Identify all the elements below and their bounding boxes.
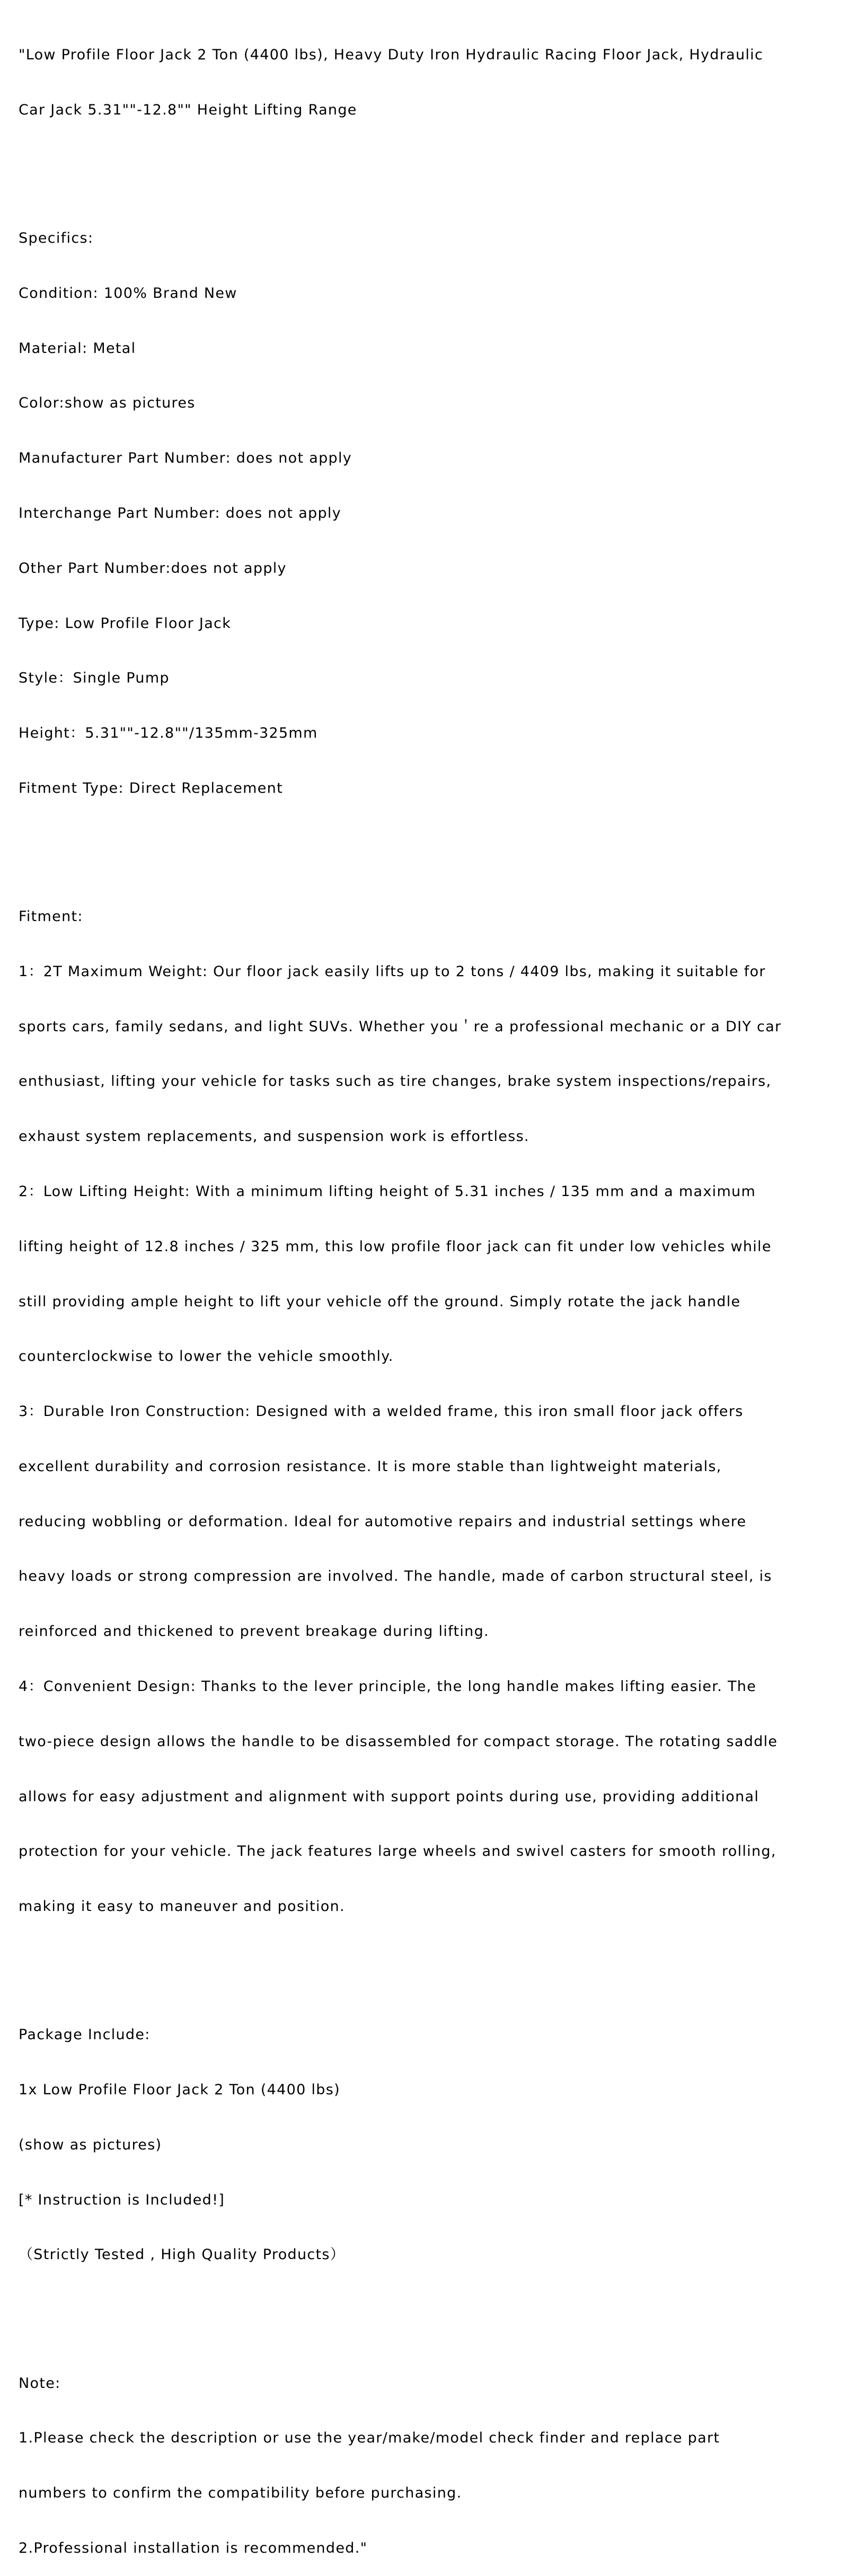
spec-style: Style：Single Pump <box>19 670 170 687</box>
spec-interchange-part-number: Interchange Part Number: does not apply <box>19 505 341 522</box>
note-line: numbers to confirm the compatibility before purchasing. <box>19 2485 462 2502</box>
spec-other-part-number: Other Part Number:does not apply <box>19 560 287 577</box>
fitment-heading: Fitment: <box>19 908 83 925</box>
spec-fitment-type: Fitment Type: Direct Replacement <box>19 780 283 796</box>
package-heading: Package Include: <box>19 2026 151 2043</box>
fitment-line: reducing wobbling or deformation. Ideal for automotive repairs and industrial settings where <box>19 1513 747 1530</box>
package-line: 1x Low Profile Floor Jack 2 Ton (4400 lbs) <box>19 2082 340 2099</box>
spec-color: Color:show as pictures <box>19 395 196 412</box>
spec-material: Material: Metal <box>19 340 136 357</box>
fitment-line: making it easy to maneuver and position. <box>19 1898 345 1915</box>
fitment-line: reinforced and thickened to prevent breakage during lifting. <box>19 1623 489 1640</box>
fitment-line: lifting height of 12.8 inches / 325 mm, this low profile floor jack can fit under low vehicles while <box>19 1238 772 1255</box>
package-line: （Strictly Tested , High Quality Products） <box>19 2246 346 2263</box>
fitment-line: 1：2T Maximum Weight: Our floor jack easily lifts up to 2 tons / 4409 lbs, making it suitable for <box>19 963 766 980</box>
fitment-line: two-piece design allows the handle to be disassembled for compact storage. The rotating saddle <box>19 1733 778 1750</box>
fitment-line: 2：Low Lifting Height: With a minimum lifting height of 5.31 inches / 135 mm and a maximum <box>19 1183 756 1200</box>
blank-line <box>19 1953 845 1971</box>
package-line: [* Instruction is Included!] <box>19 2191 225 2208</box>
spec-condition: Condition: 100% Brand New <box>19 285 237 302</box>
package-line: (show as pictures) <box>19 2136 162 2153</box>
fitment-line: heavy loads or strong compression are involved. The handle, made of carbon structural steel, is <box>19 1568 772 1585</box>
product-description <box>19 10 845 2576</box>
fitment-line: still providing ample height to lift your vehicle off the ground. Simply rotate the jack handle <box>19 1293 741 1310</box>
note-heading: Note: <box>19 2375 61 2392</box>
fitment-line: 3：Durable Iron Construction: Designed with a welded frame, this iron small floor jack offers <box>19 1403 744 1420</box>
spec-manufacturer-part-number: Manufacturer Part Number: does not apply <box>19 450 352 467</box>
fitment-line: exhaust system replacements, and suspension work is effortless. <box>19 1128 529 1145</box>
fitment-line: excellent durability and corrosion resistance. It is more stable than lightweight materials, <box>19 1458 722 1475</box>
title-line-2: Car Jack 5.31""-12.8"" Height Lifting Range <box>19 101 357 118</box>
note-line: 1.Please check the description or use the year/make/model check finder and replace part <box>19 2430 720 2447</box>
spec-height: Height：5.31""-12.8""/135mm-325mm <box>19 725 318 742</box>
blank-line <box>19 2301 845 2320</box>
spec-type: Type: Low Profile Floor Jack <box>19 615 232 632</box>
fitment-line: counterclockwise to lower the vehicle smoothly. <box>19 1348 394 1365</box>
title-line-1: "Low Profile Floor Jack 2 Ton (4400 lbs), Heavy Duty Iron Hydraulic Racing Floor Jack, Hydraulic <box>19 47 764 64</box>
fitment-line: sports cars, family sedans, and light SUVs. Whether you＇re a professional mechanic or a DIY car <box>19 1018 782 1035</box>
blank-line <box>19 835 845 853</box>
fitment-line: 4：Convenient Design: Thanks to the lever principle, the long handle makes lifting easier. The <box>19 1678 757 1695</box>
note-line: 2.Professional installation is recommended." <box>19 2539 368 2556</box>
fitment-line: enthusiast, lifting your vehicle for tasks such as tire changes, brake system inspections/repairs, <box>19 1073 772 1090</box>
specifics-heading: Specifics: <box>19 230 94 247</box>
fitment-line: allows for easy adjustment and alignment with support points during use, providing additional <box>19 1788 759 1805</box>
blank-line <box>19 156 845 175</box>
fitment-line: protection for your vehicle. The jack features large wheels and swivel casters for smooth rolling, <box>19 1843 776 1860</box>
